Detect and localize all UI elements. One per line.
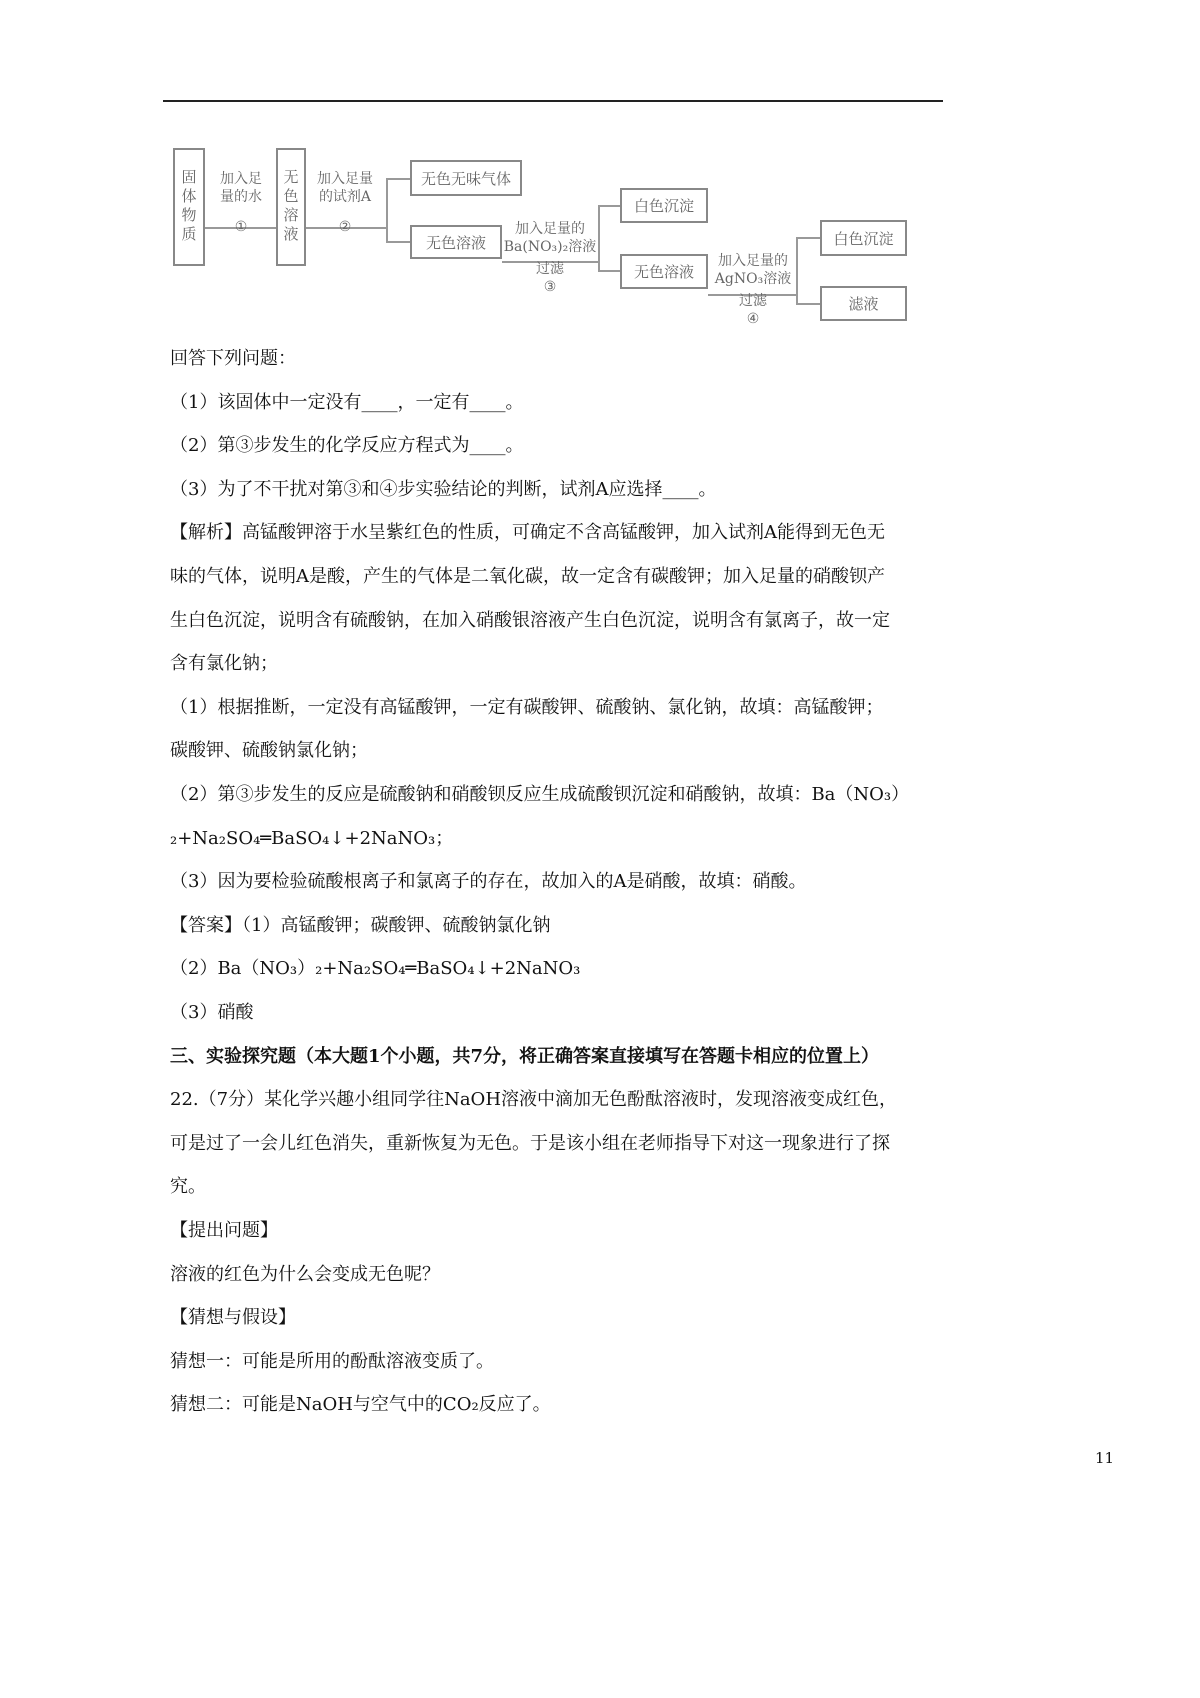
- step4-num: ④: [746, 311, 760, 327]
- text-line: 含有氯化钠；: [170, 653, 278, 675]
- box-colorless-solution-2: 无色溶液: [410, 225, 502, 259]
- step3-line2: Ba(NO₃)₂溶液: [503, 239, 597, 255]
- box-white-precipitate-1: 白色沉淀: [620, 188, 708, 223]
- arrow-3a: [598, 205, 620, 207]
- text-line: 【提出问题】: [170, 1220, 278, 1241]
- text-line: 【答案】（1）高锰酸钾；碳酸钾、硫酸钠氯化钠: [170, 914, 551, 936]
- step2-label: [310, 170, 380, 236]
- step1-line1: 加入足: [220, 171, 262, 187]
- step1-label: [211, 170, 271, 236]
- step4-line3: 过滤: [739, 293, 767, 309]
- step3-label: [500, 220, 600, 296]
- page-number: 11: [1095, 1449, 1115, 1467]
- step4-line1: 加入足量的: [718, 253, 788, 269]
- text-line: （3）硝酸: [170, 1002, 254, 1023]
- text-line: 可是过了一会儿红色消失，重新恢复为无色。于是该小组在老师指导下对这一现象进行了探: [170, 1132, 890, 1154]
- text-line: （2）第③步发生的反应是硫酸钠和硝酸钡反应生成硫酸钡沉淀和硝酸钠，故填：Ba（NO₃）: [170, 784, 910, 805]
- step1-num: ①: [234, 219, 248, 235]
- text-line: 碳酸钾、硫酸钠氯化钠；: [170, 740, 368, 762]
- text-line: 【猜想与假设】: [170, 1307, 296, 1329]
- box-solid: 固体物质: [173, 148, 205, 266]
- text-line: （1）该固体中一定没有____，一定有____。: [170, 391, 524, 413]
- box-gas: 无色无味气体: [410, 160, 522, 196]
- arrow-3b: [598, 270, 620, 272]
- header-rule: [163, 100, 943, 102]
- box-filtrate: 滤液: [820, 286, 907, 321]
- box-colorless-solution-3: 无色溶液: [620, 254, 708, 289]
- text-line: 究。: [170, 1176, 206, 1198]
- text-line: 22.（7分）某化学兴趣小组同学往NaOH溶液中滴加无色酚酞溶液时，发现溶液变成红色，: [170, 1089, 898, 1111]
- step4-label: [706, 252, 800, 328]
- text-line: 溶液的红色为什么会变成无色呢？: [170, 1263, 440, 1285]
- box-colorless-solution-1: 无色溶液: [276, 148, 306, 266]
- arrow-2b: [386, 241, 410, 243]
- box-white-precipitate-2: 白色沉淀: [820, 220, 907, 256]
- text-line: ₂+Na₂SO₄═BaSO₄↓+2NaNO₃；: [170, 827, 454, 849]
- text-line: 猜想二：可能是NaOH与空气中的CO₂反应了。: [170, 1394, 551, 1416]
- step3-line3: 过滤: [536, 261, 564, 277]
- step3-num: ③: [543, 279, 557, 295]
- text-line: 【解析】高锰酸钾溶于水呈紫红色的性质，可确定不含高锰酸钾，加入试剂A能得到无色无: [170, 522, 885, 544]
- text-line: （3）因为要检验硫酸根离子和氯离子的存在，故加入的A是硝酸，故填：硝酸。: [170, 871, 807, 893]
- arrow-2a: [386, 178, 410, 180]
- step2-line2: 的试剂A: [318, 189, 372, 205]
- step4-line2: AgNO₃溶液: [714, 271, 792, 287]
- step2-num: ②: [338, 219, 352, 235]
- text-line: 回答下列问题：: [170, 348, 296, 369]
- text-line: （1）根据推断，一定没有高锰酸钾，一定有碳酸钾、硫酸钠、氯化钠，故填：高锰酸钾；: [170, 696, 884, 718]
- text-line: 猜想一：可能是所用的酚酞溶液变质了。: [170, 1350, 494, 1372]
- step3-line1: 加入足量的: [515, 221, 585, 237]
- text-line: （3）为了不干扰对第③和④步实验结论的判断，试剂A应选择____。: [170, 478, 717, 500]
- arrow-4a: [796, 237, 820, 239]
- text-line: 味的气体，说明A是酸，产生的气体是二氧化碳，故一定含有碳酸钾；加入足量的硝酸钡产: [170, 566, 885, 587]
- connector-2-v: [386, 178, 388, 242]
- text-line: 三、实验探究题（本大题1个小题，共7分，将正确答案直接填写在答题卡相应的位置上）: [170, 1045, 880, 1067]
- step2-line1: 加入足量: [317, 171, 373, 187]
- text-line: 生白色沉淀，说明含有硫酸钠，在加入硝酸银溶液产生白色沉淀，说明含有氯离子，故一定: [170, 609, 890, 631]
- step1-line2: 量的水: [220, 189, 262, 205]
- text-line: （2）第③步发生的化学反应方程式为____。: [170, 435, 524, 457]
- text-line: （2）Ba（NO₃）₂+Na₂SO₄═BaSO₄↓+2NaNO₃: [170, 958, 581, 980]
